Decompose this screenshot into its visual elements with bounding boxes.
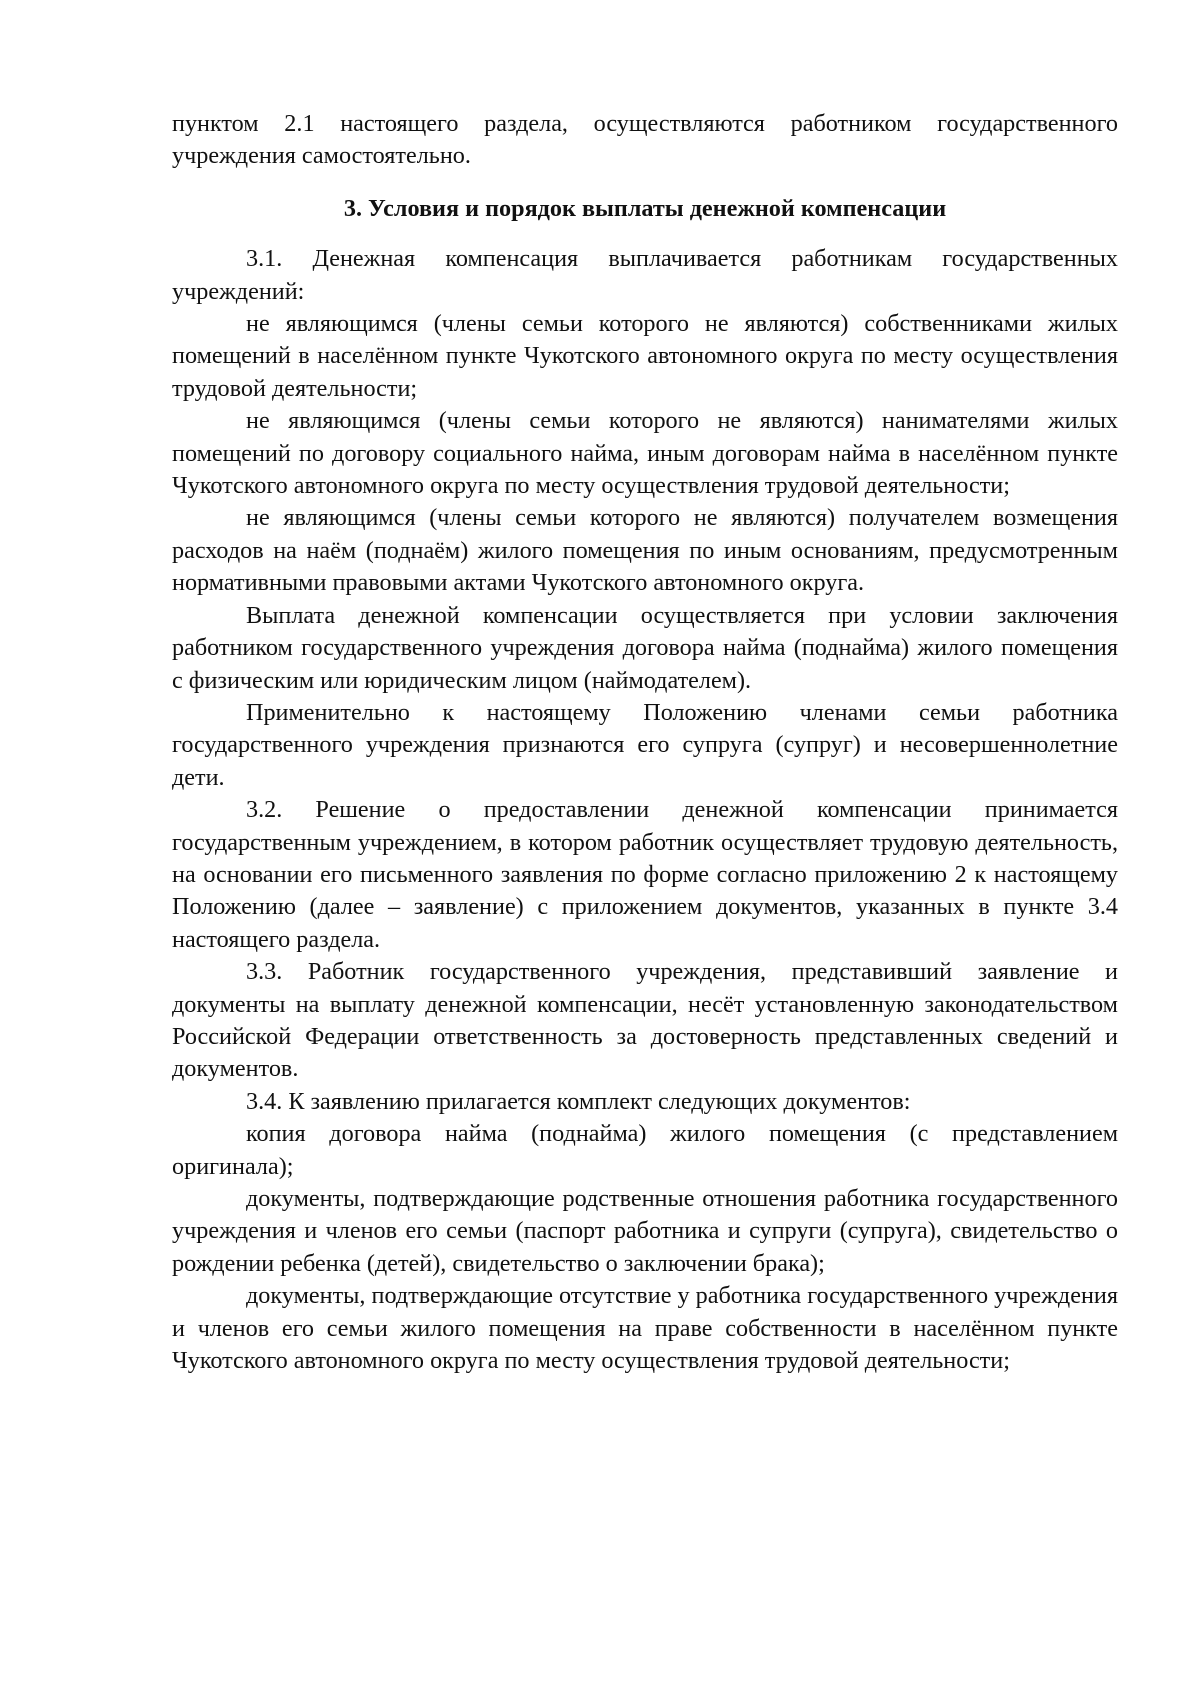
paragraph-condition-ownership: не являющимся (члены семьи которого не являются) собственниками жилых помещений в населённом пункте Чукотского автономного округа по месту осуществления трудовой деятельности;	[172, 310, 1118, 402]
list-item-kinship-documents: документы, подтверждающие родственные отношения работника государственного учреждения и членов его семьи (паспорт работника и супруги (супруга), свидетельство о рождении ребенка (детей), свидетельство о заключении брака);	[172, 1185, 1118, 1277]
paragraph-payment-condition: Выплата денежной компенсации осуществляется при условии заключения работником государственного учреждения договора найма (поднайма) жилого помещения с физическим или юридическим лицом (наймодателем).	[172, 601, 1118, 694]
paragraph-3-4: 3.4. К заявлению прилагается комплект следующих документов:	[246, 1087, 911, 1115]
document-body	[172, 108, 1118, 1377]
paragraph-condition-tenancy: не являющимся (члены семьи которого не являются) нанимателями жилых помещений по договору социального найма, иным договорам найма в населённом пункте Чукотского автономного округа по месту осуществления трудовой деятельности;	[172, 407, 1118, 500]
paragraph-family-members: Применительно к настоящему Положению членами семьи работника государственного учреждения признаются его супруга (супруг) и несовершеннолетние дети.	[172, 698, 1118, 791]
list-item-lease-copy: копия договора найма (поднайма) жилого помещения (с представлением оригинала);	[172, 1120, 1118, 1180]
paragraph-3-3: 3.3. Работник государственного учреждения, представивший заявление и документы на выплату денежной компенсации, несёт установленную законодательством Российской Федерации ответственность за достоверность представленных сведений и документов.	[172, 958, 1118, 1083]
list-item-no-property-documents: документы, подтверждающие отсутствие у работника государственного учреждения и членов его семьи жилого помещения на праве собственности в населённом пункте Чукотского автономного округа по месту осуществления трудовой деятельности;	[172, 1282, 1118, 1375]
section-heading: 3. Условия и порядок выплаты денежной компенсации	[343, 194, 947, 222]
paragraph-condition-reimbursement: не являющимся (члены семьи которого не являются) получателем возмещения расходов на наём (поднаём) жилого помещения по иным основаниям, предусмотренным нормативными правовыми актами Чукотского автономного округа.	[172, 504, 1118, 597]
paragraph-3-1: 3.1. Денежная компенсация выплачивается работникам государственных учреждений:	[172, 245, 1118, 305]
intro-paragraph: пунктом 2.1 настоящего раздела, осуществляются работником государственного учреждения самостоятельно.	[172, 110, 1118, 170]
paragraph-3-2: 3.2. Решение о предоставлении денежной компенсации принимается государственным учреждением, в котором работник осуществляет трудовую деятельность, на основании его письменного заявления по форме согласно приложению 2 к настоящему Положению (далее – заявление) с приложением документов, указанных в пункте 3.4 настоящего раздела.	[172, 796, 1118, 953]
